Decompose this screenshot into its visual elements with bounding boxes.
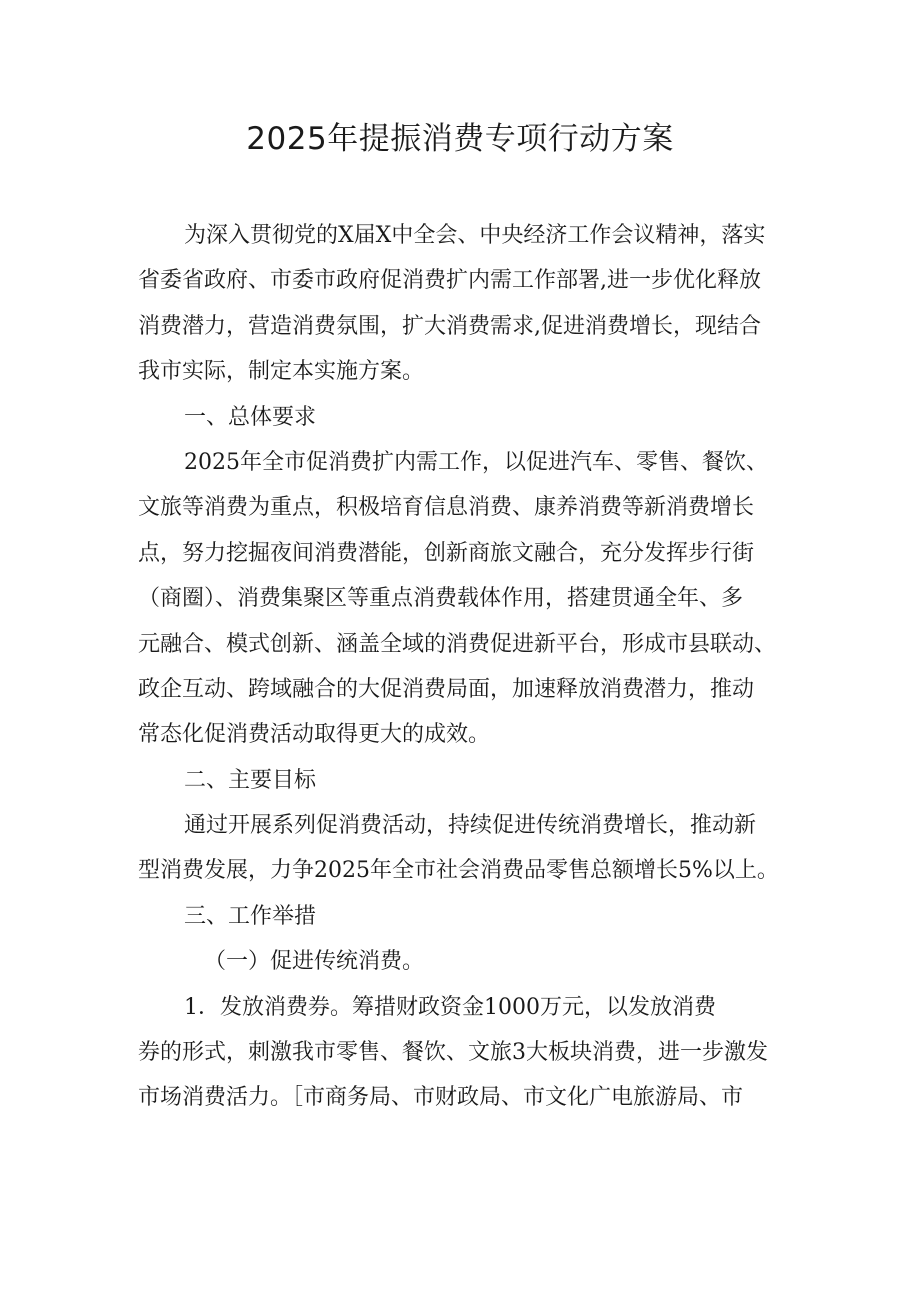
paragraph-line: 市场消费活力。［市商务局、市财政局、市文化广电旅游局、市 [138, 1085, 744, 1111]
paragraph-line: 为深入贯彻党的X届X中全会、中央经济工作会议精神，落实 [184, 223, 766, 248]
paragraph-line: 我市实际，制定本实施方案。 [138, 359, 425, 385]
paragraph-line: 通过开展系列促消费活动，持续促进传统消费增长，推动新 [184, 813, 757, 839]
paragraph-line: 政企互动、跨域融合的大促消费局面，加速释放消费潜力，推动 [138, 676, 755, 702]
paragraph-line: 券的形式，刺激我市零售、餐饮、文旅3大板块消费，进一步激发 [138, 1040, 768, 1066]
subsection-heading: （一）促进传统消费。 [204, 949, 425, 975]
paragraph-line: 型消费发展，力争2025年全市社会消费品零售总额增长5%以上。 [138, 858, 779, 884]
paragraph-line: 常态化促消费活动取得更大的成效。 [138, 722, 491, 748]
paragraph-line: 1．发放消费券。筹措财政资金1000万元，以发放消费 [184, 994, 716, 1020]
paragraph-line: 省委省政府、市委市政府促消费扩内需工作部署,进一步优化释放 [138, 268, 761, 294]
paragraph-line: 元融合、模式创新、涵盖全域的消费促进新平台，形成市县联动、 [138, 631, 777, 657]
paragraph-line: 文旅等消费为重点，积极培育信息消费、康养消费等新消费增长 [138, 495, 755, 521]
document-title: 2025年提振消费专项行动方案 [246, 121, 674, 157]
paragraph-line: （商圈）、消费集聚区等重点消费载体作用，搭建贯通全年、多 [138, 586, 744, 612]
paragraph-line: 点，努力挖掘夜间消费潜能，创新商旅文融合，充分发挥步行街 [138, 540, 755, 566]
paragraph-line: 2025年全市促消费扩内需工作，以促进汽车、零售、餐饮、 [184, 449, 768, 475]
section-heading: 一、总体要求 [184, 404, 317, 430]
section-heading: 二、主要目标 [184, 767, 317, 793]
section-heading: 三、工作举措 [184, 903, 317, 929]
document-body [138, 213, 798, 1121]
paragraph-line: 消费潜力，营造消费氛围，扩大消费需求,促进消费增长，现结合 [138, 313, 761, 339]
